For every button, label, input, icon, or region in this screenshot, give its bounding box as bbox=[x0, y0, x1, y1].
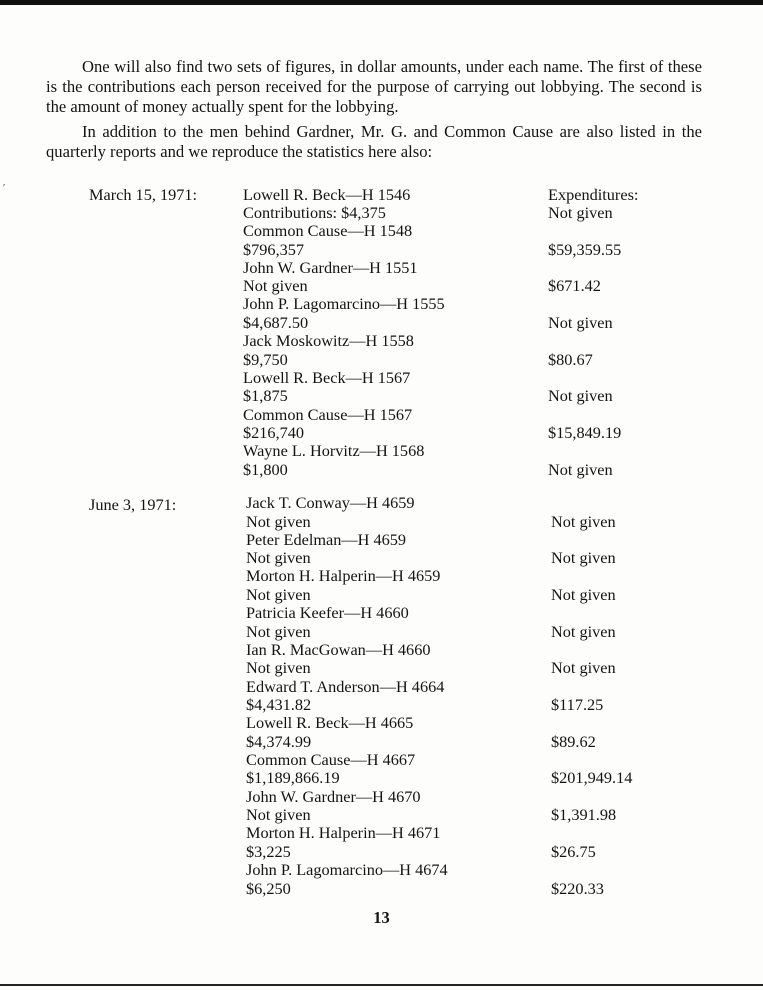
entry-name: Common Cause—H 1548 bbox=[243, 221, 413, 240]
entry-contribution: Not given bbox=[246, 511, 311, 531]
entry-expenditure: $671.42 bbox=[548, 276, 601, 296]
entry-expenditure: $59,359.55 bbox=[548, 239, 622, 259]
entry-name: Morton H. Halperin—H 4659 bbox=[246, 566, 441, 586]
entry-expenditure: Not given bbox=[551, 511, 616, 531]
entry-contribution: $4,374.99 bbox=[246, 731, 312, 751]
entry-expenditure: Not given bbox=[551, 584, 616, 604]
entry-name: John W. Gardner—H 1551 bbox=[243, 257, 418, 277]
entry-name: Jack T. Conway—H 4659 bbox=[246, 493, 415, 512]
entry-name: Common Cause—H 4667 bbox=[246, 749, 416, 769]
entry-expenditure: $89.62 bbox=[551, 731, 596, 751]
entry-expenditure: Not given bbox=[548, 459, 613, 479]
entry-contribution: Not given bbox=[246, 621, 311, 641]
entry-contribution: $1,875 bbox=[243, 386, 288, 406]
entry-name: Peter Edelman—H 4659 bbox=[246, 529, 407, 549]
margin-mark: ′ bbox=[3, 183, 6, 194]
entry-contribution: $9,750 bbox=[243, 349, 288, 369]
entry-expenditure: $26.75 bbox=[551, 841, 596, 861]
entry-name: John P. Lagomarcino—H 1555 bbox=[243, 294, 445, 314]
entry-contribution: Not given bbox=[243, 276, 308, 296]
intro-paragraph-2-text: In addition to the men behind Gardner, Mr. G. and Common Cause are also listed in the quarterly reports and we reproduce the statistics here also: bbox=[46, 122, 702, 161]
intro-paragraph-2 bbox=[46, 122, 702, 162]
entry-contribution: Not given bbox=[246, 548, 311, 568]
entry-expenditure: $1,391.98 bbox=[551, 805, 617, 825]
entry-name: Common Cause—H 1567 bbox=[243, 404, 413, 424]
entry-name: Lowell R. Beck—H 4665 bbox=[246, 713, 414, 733]
section-date: June 3, 1971: bbox=[89, 495, 177, 514]
entry-name: Wayne L. Horvitz—H 1568 bbox=[243, 441, 425, 461]
entry-expenditure: $80.67 bbox=[548, 349, 593, 369]
entry-name: Jack Moskowitz—H 1558 bbox=[243, 331, 414, 351]
entry-contribution: $4,687.50 bbox=[243, 312, 309, 332]
entry-name: Lowell R. Beck—H 1546 bbox=[243, 185, 411, 204]
entry-name: Patricia Keefer—H 4660 bbox=[246, 603, 409, 623]
entry-contribution: $3,225 bbox=[246, 841, 291, 861]
entry-contribution: $1,189,866.19 bbox=[246, 768, 340, 788]
intro-paragraph-1 bbox=[46, 57, 702, 117]
entry-name: Edward T. Anderson—H 4664 bbox=[246, 676, 445, 696]
entry-name: Ian R. MacGowan—H 4660 bbox=[246, 639, 431, 659]
entry-expenditure: Not given bbox=[551, 658, 616, 678]
entry-expenditure: $220.33 bbox=[551, 878, 604, 898]
entry-expenditure: Not given bbox=[548, 312, 613, 332]
entry-expenditure: $201,949.14 bbox=[551, 768, 633, 788]
entry-expenditure: Not given bbox=[551, 548, 616, 568]
entry-expenditure: Not given bbox=[548, 386, 613, 406]
entry-name: Lowell R. Beck—H 1567 bbox=[243, 367, 411, 387]
entry-contribution: $6,250 bbox=[246, 878, 291, 898]
intro-paragraph-1-text: One will also find two sets of figures, in dollar amounts, under each name. The first of these is the contributions each person received for the purpose of carrying out lobbying. The second is the amount of money actually spent for the lobbying. bbox=[46, 57, 702, 116]
entry-expenditure: $117.25 bbox=[551, 695, 604, 714]
entry-contribution: Contributions: $4,375 bbox=[243, 203, 386, 222]
entry-contribution: Not given bbox=[246, 805, 311, 825]
entry-expenditure: Not given bbox=[551, 621, 616, 641]
entry-expenditure: Not given bbox=[548, 203, 613, 222]
section-date: March 15, 1971: bbox=[89, 185, 198, 204]
entry-expenditure: $15,849.19 bbox=[548, 423, 622, 442]
entry-contribution: Not given bbox=[246, 658, 311, 678]
entry-contribution: $1,800 bbox=[243, 459, 288, 479]
entry-contribution: Not given bbox=[246, 584, 311, 604]
entry-name: John P. Lagomarcino—H 4674 bbox=[246, 860, 448, 879]
entry-contribution: $4,431.82 bbox=[246, 695, 312, 714]
page-number: 13 bbox=[373, 908, 390, 927]
top-rule bbox=[0, 0, 763, 5]
entry-contribution: $796,357 bbox=[243, 239, 305, 259]
entry-name: John W. Gardner—H 4670 bbox=[246, 786, 421, 806]
bottom-rule bbox=[0, 984, 763, 986]
expenditures-heading: Expenditures: bbox=[548, 185, 639, 204]
entry-contribution: $216,740 bbox=[243, 423, 305, 442]
entry-name: Morton H. Halperin—H 4671 bbox=[246, 823, 441, 843]
